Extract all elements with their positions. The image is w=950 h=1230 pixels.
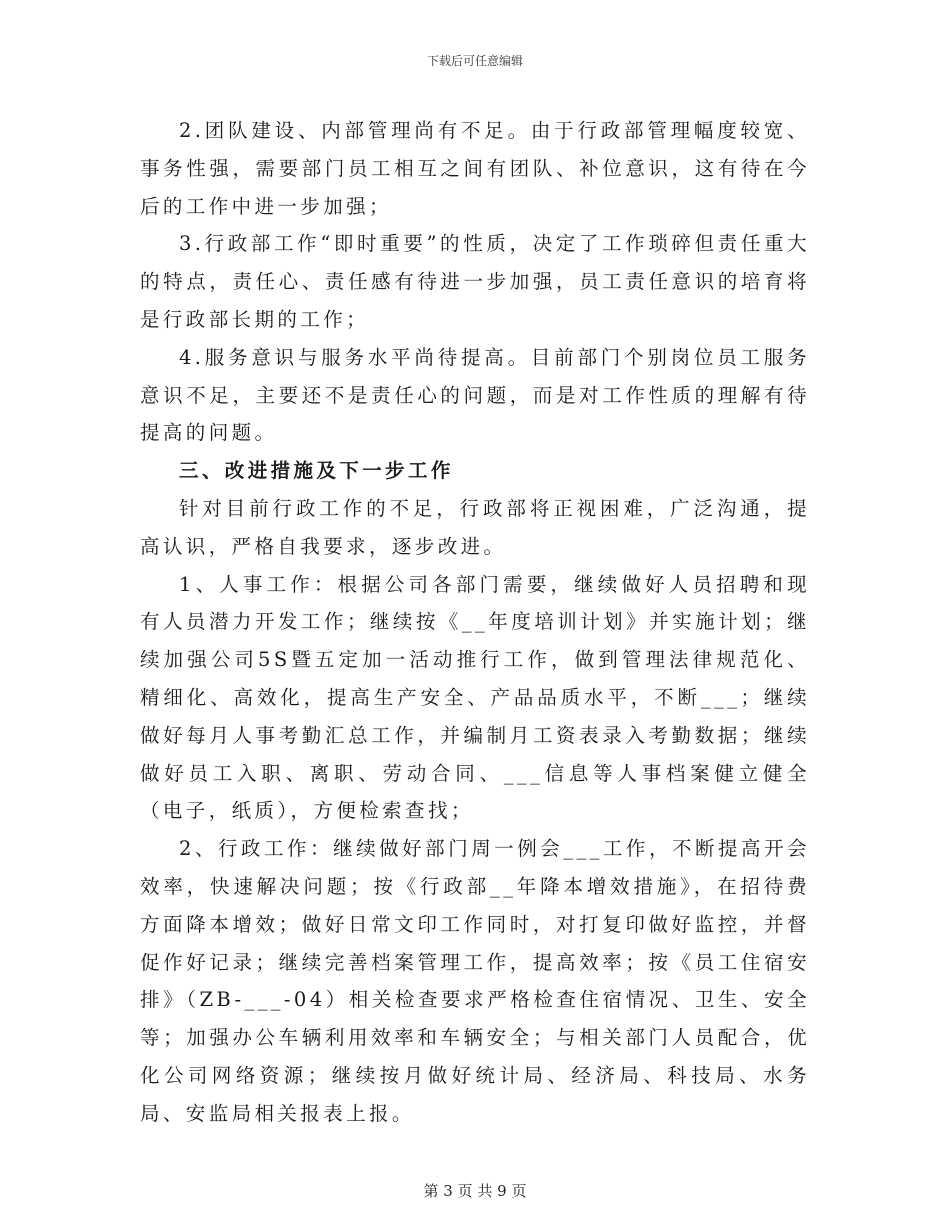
paragraph-item-3: 3.行政部工作“即时重要”的性质，决定了工作琐碎但责任重大的特点，责任心、责任感有待进一步加强，员工责任意识的培育将是行政部长期的工作； [140,232,810,331]
page-number-footer: 第 3 页 共 9 页 [423,1182,527,1200]
document-body [140,112,810,1133]
paragraph-item-2: 2.团队建设、内部管理尚有不足。由于行政部管理幅度较宽、事务性强，需要部门员工相互之间有团队、补位意识，这有待在今后的工作中进一步加强； [140,119,810,218]
administrative-work-paragraph: 2、行政工作：继续做好部门周一例会___工作，不断提高开会效率，快速解决问题；按《行政部__年降本增效措施》，在招待费方面降本增效；做好日常文印工作同时，对打复印做好监控，并督促作好记录；继续完善档案管理工作，提高效率；按《员工住宿安排》（ZB-___-04）相关检查要求严格检查住宿情况、卫生、安全等；加强办公车辆利用效率和车辆安全；与相关部门人员配合，优化公司网络资源；继续按月做好统计局、经济局、科技局、水务局、安监局相关报表上报。 [140,837,810,1125]
paragraph-item-4: 4.服务意识与服务水平尚待提高。目前部门个别岗位员工服务意识不足，主要还不是责任心的问题，而是对工作性质的理解有待提高的问题。 [140,345,810,445]
page-header: 下载后可任意编辑 [426,54,523,68]
personnel-work-paragraph: 1、人事工作：根据公司各部门需要，继续做好人员招聘和现有人员潜力开发工作；继续按《__年度培训计划》并实施计划；继续加强公司5S暨五定加一活动推行工作，做到管理法律规范化、精细化、高效化，提高生产安全、产品品质水平，不断___；继续做好每月人事考勤汇总工作，并编制月工资表录入考勤数据；继续做好员工入职、离职、劳动合同、___信息等人事档案健立健全（电子，纸质），方便检索查找； [140,572,810,823]
section-intro-paragraph: 针对目前行政工作的不足，行政部将正视困难，广泛沟通，提高认识，严格自我要求，逐步改进。 [140,496,810,558]
section-heading: 三、改进措施及下一步工作 [179,459,454,483]
